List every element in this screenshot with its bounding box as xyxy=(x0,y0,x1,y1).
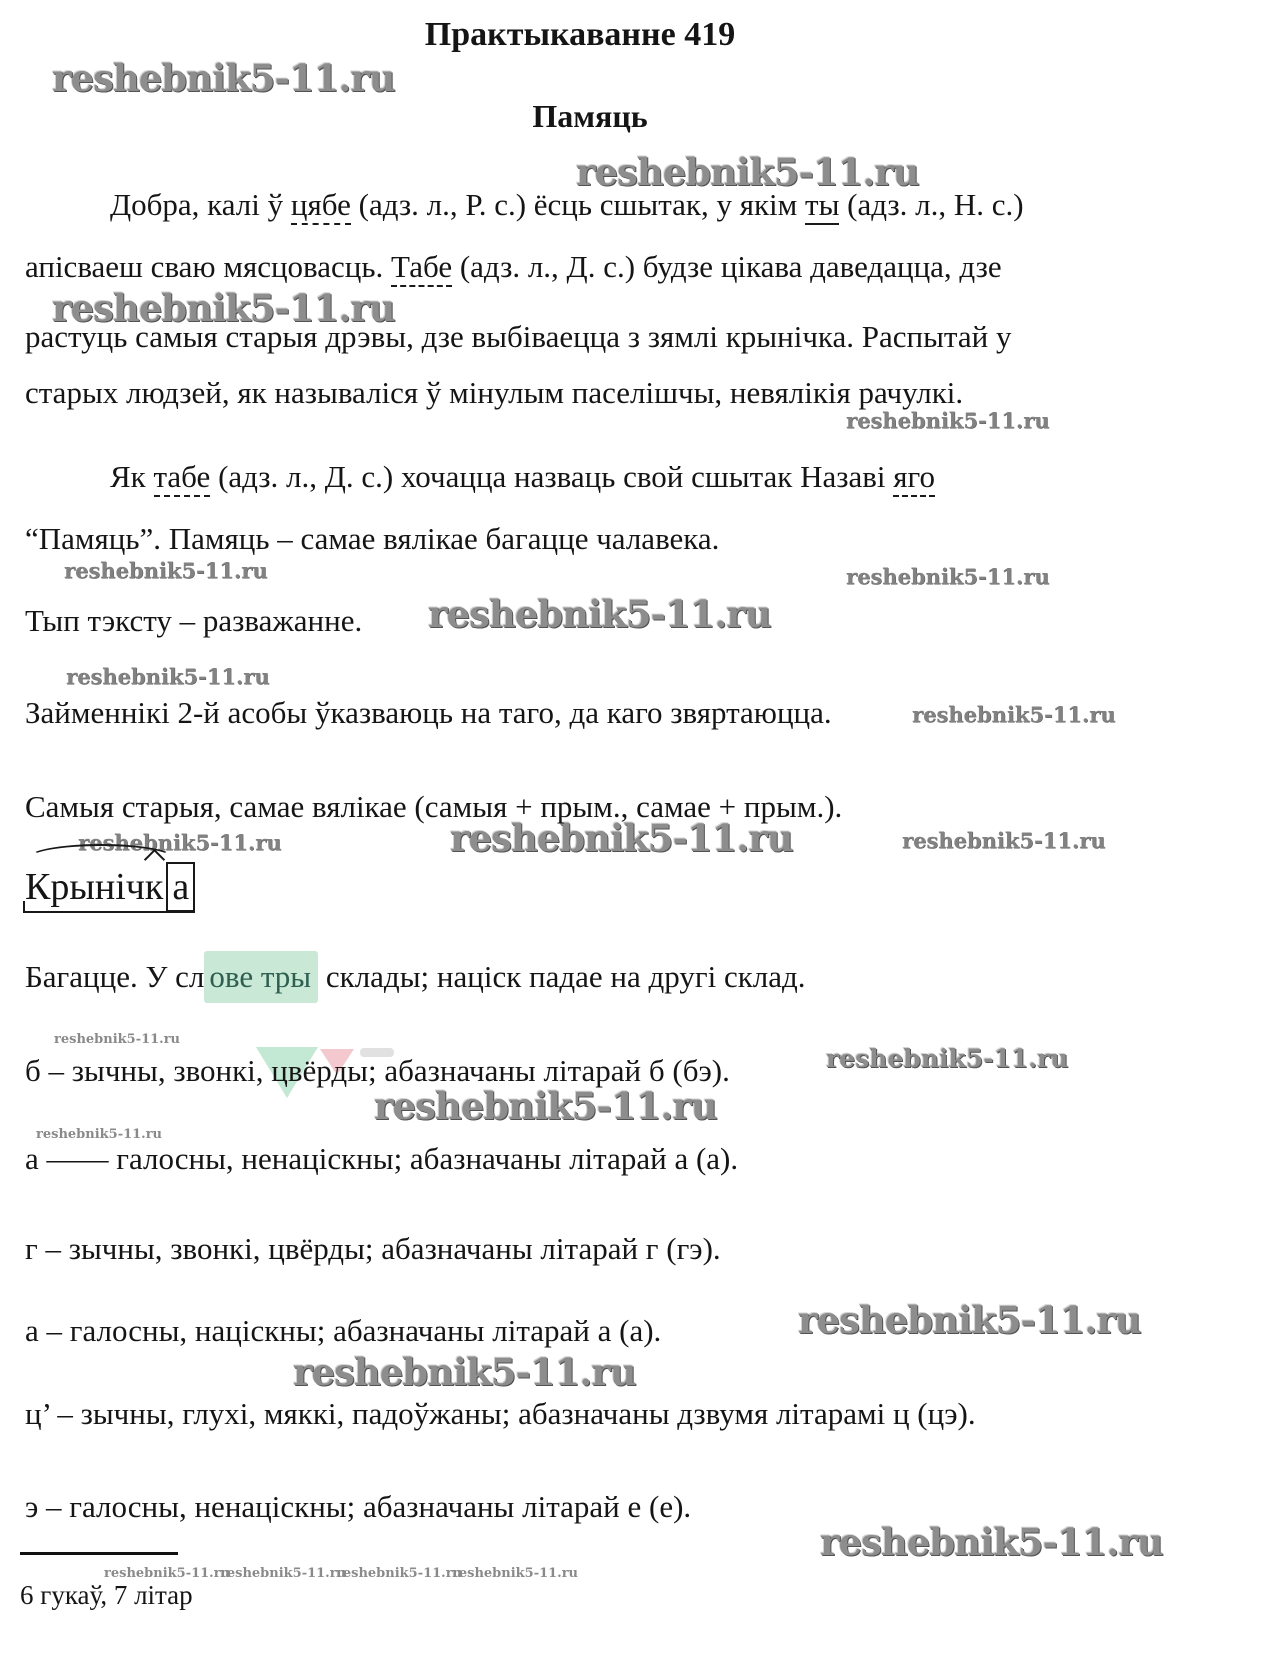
watermark: reshebnik5-11.ru xyxy=(820,1520,1163,1564)
totals-line: 6 гукаў, 7 літар xyxy=(20,1580,193,1610)
text-title: Памяць xyxy=(532,98,648,134)
watermark: reshebnik5-11.ru xyxy=(912,702,1116,727)
watermark: reshebnik5-11.ru xyxy=(826,1044,1069,1073)
text-type-line: Тып тэксту – разважанне. xyxy=(25,603,363,638)
watermark: reshebnik5-11.ru xyxy=(576,150,919,194)
essay-line-2: апісваеш сваю мясцовасць. Табе (адз. л., Д. с.) будзе цікава даведацца, дзе xyxy=(25,248,1002,287)
watermark: reshebnik5-11.ru xyxy=(846,408,1050,433)
word-base: Крынічк xyxy=(25,866,164,908)
syllables-line: Багацце. У сл ове тры склады; націск падае на другі склад. xyxy=(25,958,806,997)
watermark: reshebnik5-11.ru xyxy=(336,1566,463,1581)
sound-line-a1: а —— галосны, ненаціскны; абазначаны літарай а (а). xyxy=(25,1141,739,1176)
sound-line-a2: а – галосны, націскны; абазначаны літарай а (а). xyxy=(25,1313,662,1348)
watermark: reshebnik5-11.ru xyxy=(52,56,395,100)
base-underline-mark xyxy=(23,901,195,913)
watermark: reshebnik5-11.ru xyxy=(452,1566,579,1581)
watermark: reshebnik5-11.ru xyxy=(293,1350,636,1394)
essay-line-4: старых людзей, як называліся ў мінулым паселішчы, невялікія рачулкі. xyxy=(25,375,964,410)
ending-box-mark: а xyxy=(166,862,195,912)
essay-line-3: растуць самыя старыя дрэвы, дзе выбіваецца з зямлі крынічка. Распытай у xyxy=(25,319,1012,354)
watermark: reshebnik5-11.ru xyxy=(54,1032,181,1047)
watermark: reshebnik5-11.ru xyxy=(428,592,771,636)
essay-line-5: Як табе (адз. л., Д. с.) хочацца назваць свой сшытак Назаві яго xyxy=(110,458,935,497)
watermark: reshebnik5-11.ru xyxy=(52,286,395,330)
sound-line-g: г – зычны, звонкі, цвёрды; абазначаны літарай г (гэ). xyxy=(25,1231,721,1266)
exercise-title: Практыкаванне 419 xyxy=(424,16,736,53)
watermark: reshebnik5-11.ru xyxy=(846,564,1050,589)
adjectives-line: Самыя старыя, самае вялікае (самыя + прым., самае + прым.). xyxy=(25,789,843,824)
watermark: reshebnik5-11.ru xyxy=(374,1084,717,1128)
watermark: reshebnik5-11.ru xyxy=(78,830,282,855)
watermark: reshebnik5-11.ru xyxy=(36,1127,163,1142)
watermark: reshebnik5-11.ru xyxy=(66,664,270,689)
watermark: reshebnik5-11.ru xyxy=(220,1566,347,1581)
watermark: reshebnik5-11.ru xyxy=(104,1566,231,1581)
essay-line-6: “Памяць”. Памяць – самае вялікае багацце чалавека. xyxy=(25,521,720,556)
sound-line-c: ц’ – зычны, глухі, мяккі, падоўжаны; абазначаны дзвумя літарамі ц (цэ). xyxy=(25,1396,976,1431)
watermark: reshebnik5-11.ru xyxy=(902,828,1106,853)
watermark: reshebnik5-11.ru xyxy=(64,558,268,583)
watermark: reshebnik5-11.ru xyxy=(798,1298,1141,1342)
totals-divider-line xyxy=(20,1552,178,1555)
sound-line-b: б – зычны, звонкі, цвёрды; абазначаны літарай б (бэ). xyxy=(25,1053,730,1088)
sound-line-e: э – галосны, ненаціскны; абазначаны літарай е (е). xyxy=(25,1489,692,1524)
pronouns-line: Займеннікі 2-й асобы ўказваюць на таго, да каго звяртаюцца. xyxy=(25,695,832,730)
watermark: reshebnik5-11.ru xyxy=(450,816,793,860)
essay-line-1: Добра, калі ў цябе (адз. л., Р. с.) ёсць сшытак, у якім ты (адз. л., Н. с.) xyxy=(110,186,1024,225)
